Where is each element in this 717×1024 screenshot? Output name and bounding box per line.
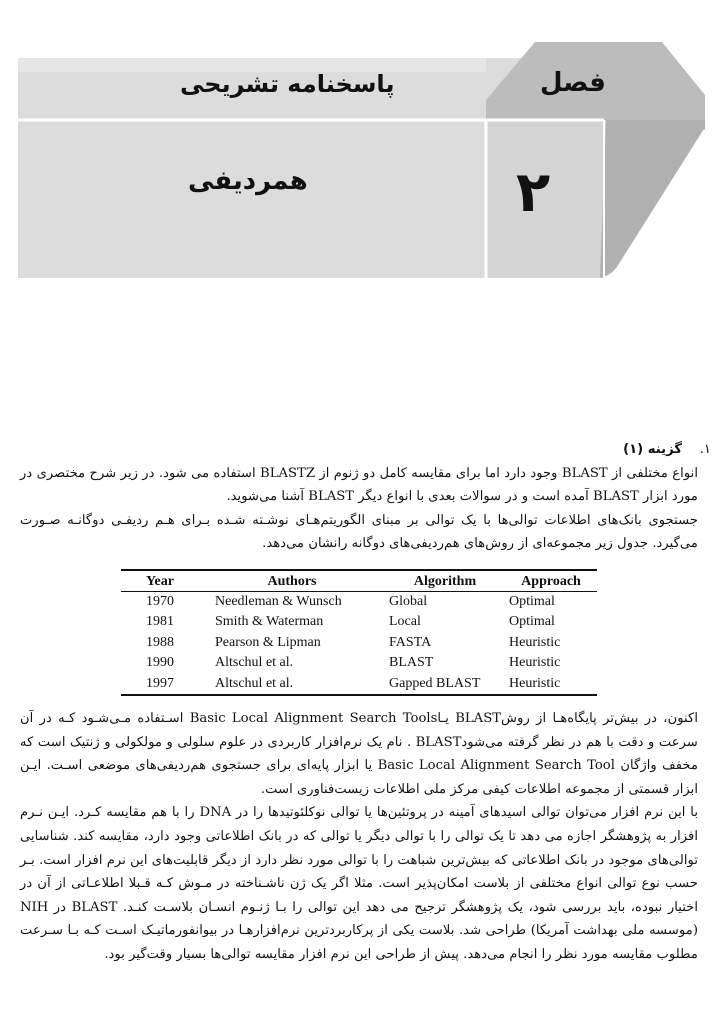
header-approach: Approach	[505, 570, 597, 592]
cell-approach: Optimal	[509, 614, 555, 630]
alignment-methods-table-wrap	[20, 569, 698, 696]
table-row	[121, 653, 597, 673]
section-title: پاسخنامه تشریحی	[180, 70, 395, 98]
cell-authors: Altschul et al.	[199, 674, 385, 695]
table-row	[121, 633, 597, 653]
answer-content	[20, 438, 711, 967]
cell-approach: Heuristic	[505, 674, 597, 695]
cell-algorithm: Local	[389, 614, 421, 630]
banner-shape	[0, 0, 717, 300]
cell-year: 1990	[146, 655, 174, 671]
header-algorithm: Algorithm	[385, 570, 505, 592]
table-header-row	[121, 570, 597, 592]
table-row	[121, 591, 597, 612]
paragraph-blast-intro: انواع مختلفی از BLAST وجود دارد اما برای مقایسه کامل دو ژنوم از BLASTZ استفاده می شود. در زیر شرح مختصری در مورد ابزار BLAST آمده است و در سوالات بعدی با انواع دیگر BLAST آشنا می‌شوید.	[20, 465, 698, 505]
cell-algorithm: Gapped BLAST	[385, 674, 505, 695]
question-number: ۱.	[699, 442, 711, 457]
question-heading	[20, 438, 711, 462]
cell-authors: Altschul et al.	[215, 655, 294, 671]
cell-algorithm: Global	[389, 593, 428, 609]
cell-authors: Needleman & Wunsch	[215, 593, 342, 609]
cell-year: 1970	[146, 593, 174, 609]
cell-approach: Optimal	[509, 593, 555, 609]
chapter-topic: همردیفی	[188, 166, 308, 196]
paragraph-blast-definition: اکنون، در بیش‌تر پایگاه‌هـا از روشBLAST یـاBasic Local Alignment Search Tools اسـتفاده مـی‌شـود کـه در آن سرعت و دقت با هم در نظر گرفته می‌شودBLAST . نام یک نرم‌افزار کاربردی در علوم سلولی و مولکولی و ژنتیک است که مخفف واژگان Basic Local Alignment Search Tool یا ابزار پایه‌ای برای جستجوی هم‌ردیفی‌های موضعی اسـت. ایـن ابزار قسمتی از مجموعه اطلاعات کیفی مرکز ملی اطلاعات زیست‌فناوری است.	[20, 711, 699, 797]
cell-year: 1981	[146, 614, 174, 630]
cell-authors: Smith & Waterman	[215, 614, 324, 630]
chapter-number: ۲	[516, 160, 551, 225]
cell-year: 1988	[146, 634, 174, 650]
paragraph-blast-usage: با این نرم افزار می‌توان توالی اسیدهای آمینه در پروتئین‌ها یا توالی نوکلئوتیدها را در DNA را با هم مقایسه کـرد. ایـن نـرم افزار به پژوهشگر اجازه می دهد تا یک توالی را با توالی دیگر یا توالی که در بانک اطلاعاتی وجود دارد، مقایسه کند. شناسایی توالی‌های موجود در بانک اطلاعاتی که بیش‌ترین شباهت را با توالی مورد نظر دارد از دیگر قابلیت‌های این نرم افزار است. بـر حسب نوع توالی انواع مختلفی از بلاست امکان‌پذیر است. مثلا اگر یک ژن ناشـناخته در مـوش کـه قـبلا اطلاعـاتی از آن در اختیار نبوده، باید بررسی شود، یک پژوهشگر ترجیح می دهد این توالی را بـا ژنـوم انسـان بلاسـت کنـد. BLAST در NIH (موسسه ملی بهداشت آمریکا) طراحی شد. بلاست یکی از پرکاربردترین نرم‌افزارهـا در بیوانفورماتیـک اسـت کـه بـا سـرعت مطلوب مقایسه مورد نظر را انجام می‌دهد. پیش از طراحی این نرم افزار مقایسه توالی‌ها بسیار وقت‌گیر بود.	[20, 805, 698, 962]
cell-authors: Pearson & Lipman	[215, 634, 321, 650]
paragraph-pairwise: جستجوی بانک‌های اطلاعات توالی‌ها با یک توالی بر مبنای الگوریتم‌هـای نوشـته شـده بـرای هـم ردیفـی دوگانـه صـورت می‌گیرد. جدول زیر مجموعه‌ای از روش‌های هم‌ردیفی‌های دوگانه رانشان می‌دهد.	[20, 512, 698, 552]
table-row	[121, 612, 597, 632]
cell-algorithm: FASTA	[389, 634, 432, 650]
alignment-methods-table	[121, 569, 597, 696]
header-year: Year	[121, 570, 199, 592]
table-row	[121, 674, 597, 695]
chapter-banner	[0, 0, 717, 300]
answer-option: گزینه (۱)	[623, 442, 682, 457]
cell-approach: Heuristic	[509, 655, 561, 671]
header-authors: Authors	[199, 570, 385, 592]
chapter-word: فصل	[540, 68, 606, 98]
cell-approach: Heuristic	[509, 634, 561, 650]
cell-algorithm: BLAST	[389, 655, 434, 671]
cell-year: 1997	[121, 674, 199, 695]
